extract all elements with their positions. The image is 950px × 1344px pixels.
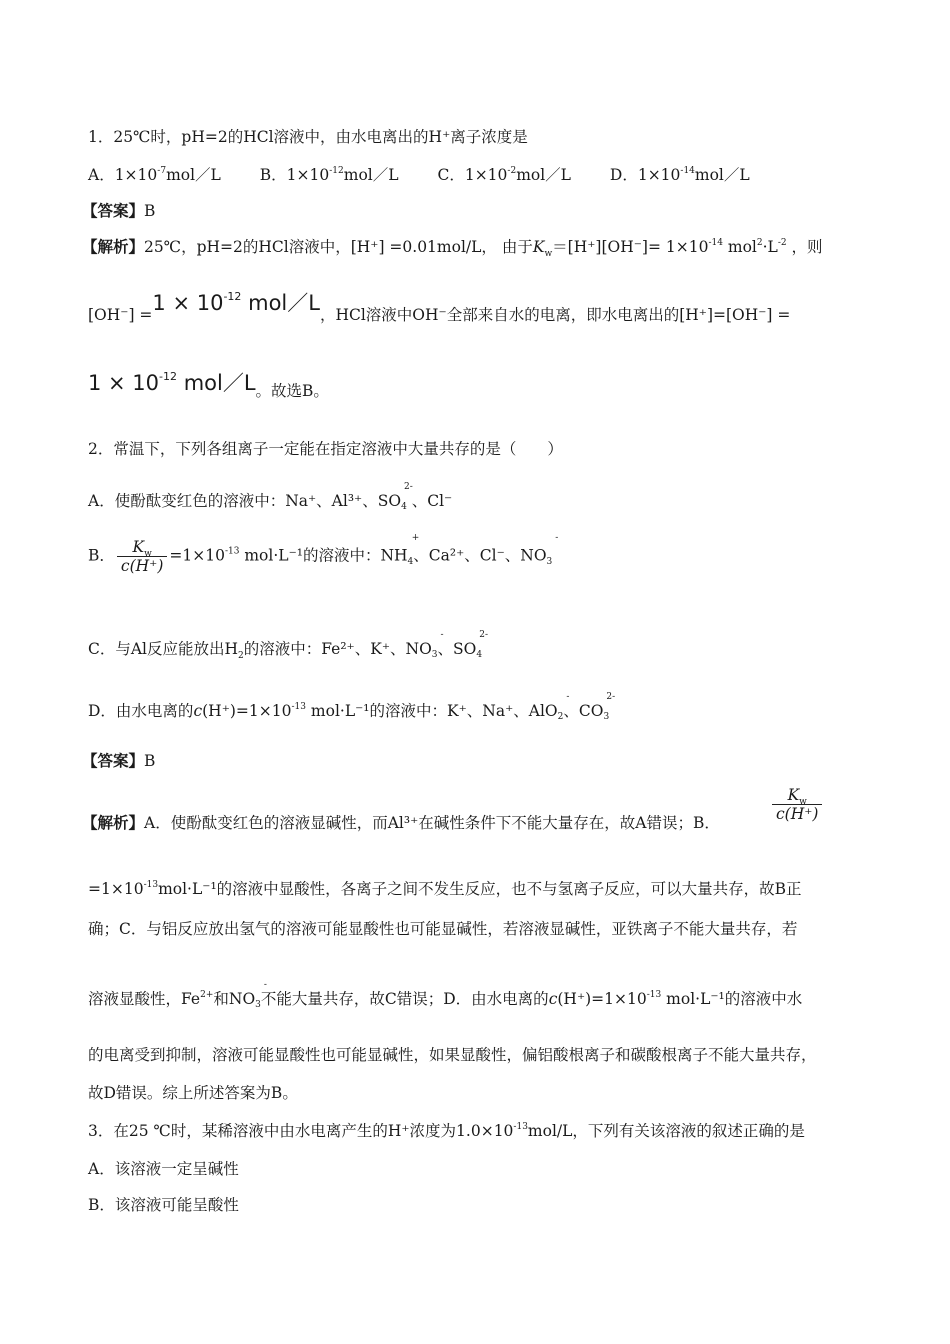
q1-analysis-line1: 【解析】25℃，pH=2的HCl溶液中，[H⁺] =0.01mol/L， 由于$K_w=[H^+][OH^-]= 1\times 10^{-14}$ $mol^2\cdot L^{-2}$ ，则 xyxy=(82,238,823,259)
kw-fraction: $\frac{K_w}{c(H^+)}$ xyxy=(117,538,167,575)
q3-stem: 3．在25 ℃时，某稀溶液中由水电离产生的H⁺浓度为$1.0\times 10^{-13}mol/L$，下列有关该溶液的叙述正确的是 xyxy=(88,1122,805,1140)
q2-analysis-line2: $=1\times 10^{-13}mol\cdot L^{-1}$的溶液中显酸性，各离子之间不发生反应，也不与氢离子反应，可以大量共存，故B正 xyxy=(88,880,802,898)
q3-option-a: A．该溶液一定呈碱性 xyxy=(88,1160,239,1178)
q1-option-a: A．$1\times 10^{-7}mol/L$ xyxy=(88,166,221,184)
q1-options xyxy=(88,164,750,186)
q2-analysis-line4: 溶液显酸性，$Fe^{2+}$和NO3 - 不能大量共存，故C错误；D．由水电离的$c(H^+)=1\times 10^{-13}$ mol·L⁻¹的溶液中水 xyxy=(88,980,803,1010)
q1-answer: 【答案】B xyxy=(82,202,156,220)
q1-analysis-line2: $[OH^-] =1 \times 10^{-12}$ mol／L，HCl溶液中OH⁻全部来自水的电离，即水电离出的[H⁺]=[OH⁻] = xyxy=(88,290,791,324)
h-formula: $1 \times 10^{-12}$ mol／L xyxy=(88,370,256,395)
q2-option-a: A．使酚酞变红色的溶液中：Na⁺、Al³⁺、SO4 2- 、Cl⁻ xyxy=(88,482,453,512)
q2-option-d: D．由水电离的$c(H^+)=1\times 10^{-13}$ mol·L⁻¹的溶液中：K⁺、Na⁺、AlO2 - 、CO3 2- xyxy=(88,692,616,722)
q2-stem: 2．常温下，下列各组离子一定能在指定溶液中大量共存的是（ ） xyxy=(88,440,563,458)
q2-option-b: B． $\frac{K_w}{c(H^+)}$ $=1\times 10^{-13}$ mol·L⁻¹的溶液中：NH4 + 、Ca²⁺、Cl⁻、NO3 - xyxy=(88,532,559,575)
q2-option-c: C．与Al反应能放出$H_2$的溶液中：Fe²⁺、K⁺、NO3 - 、SO4 2- xyxy=(88,630,489,661)
q1-stem: 1．25℃时，pH=2的HCl溶液中，由水电离出的H⁺离子浓度是 xyxy=(88,128,528,146)
q1-option-d: D．$1\times 10^{-14}mol/L$ xyxy=(609,166,750,184)
q1-option-b: B．$1\times 10^{-12}mol/L$ xyxy=(259,166,399,184)
q2-answer: 【答案】B xyxy=(82,752,156,770)
q2-analysis-line6: 故D错误。综上所述答案为B。 xyxy=(88,1084,298,1102)
q2-analysis-line1: 【解析】A．使酚酞变红色的溶液显碱性，而Al³⁺在碱性条件下不能大量存在，故A错误；B． xyxy=(82,814,720,832)
oh-formula: $1 \times 10^{-12}$ mol／L xyxy=(152,290,320,315)
q3-option-b: B．该溶液可能呈酸性 xyxy=(88,1196,239,1214)
q1-analysis-line3: $1 \times 10^{-12}$ mol／L。故选B。 xyxy=(88,370,329,400)
q2-analysis-fraction: $\frac{K_w}{c(H^+)}$ xyxy=(770,786,824,823)
q2-analysis-line3: 确；C．与铝反应放出氢气的溶液可能显酸性也可能显碱性，若溶液显碱性，亚铁离子不能大量共存，若 xyxy=(88,920,798,938)
q1-option-c: C．$1\times 10^{-2}mol/L$ xyxy=(437,166,571,184)
q2-analysis-line5: 的电离受到抑制，溶液可能显酸性也可能显碱性，如果显酸性，偏铝酸根离子和碳酸根离子不能大量共存， xyxy=(88,1046,817,1064)
